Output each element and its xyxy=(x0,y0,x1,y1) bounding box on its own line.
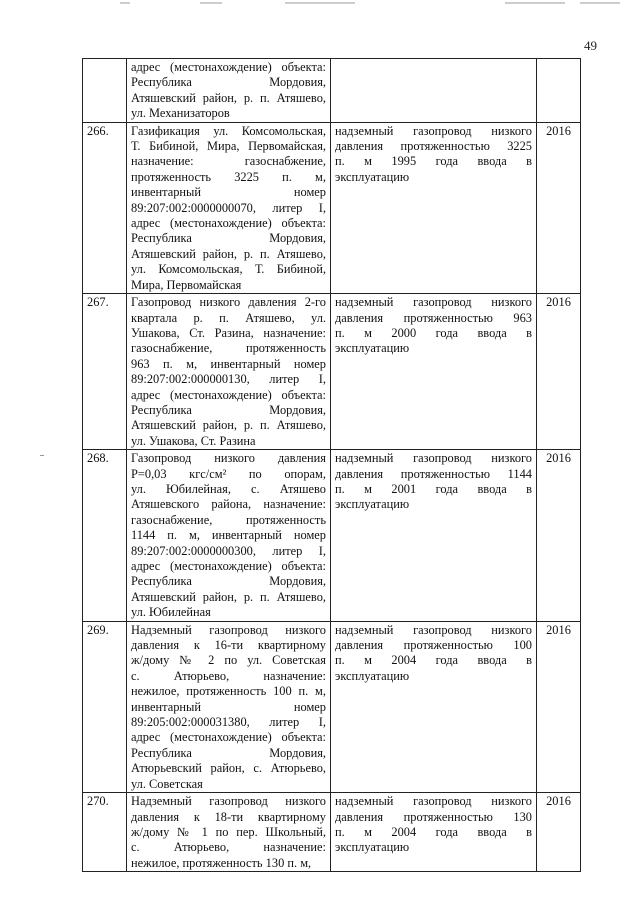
object-name-line: Республика Мордовия, xyxy=(131,745,326,760)
row-number: 266. xyxy=(83,122,127,293)
object-description-cell xyxy=(331,793,537,872)
object-name-line: с. Атюрьево, назначение: xyxy=(131,668,326,683)
object-name-line: ул. Механизаторов xyxy=(131,106,230,121)
object-name-line: адрес (местонахождение) объекта: xyxy=(131,216,326,231)
object-name-line: Надземный газопровод низкого xyxy=(131,622,326,637)
object-name-line: квартала р. п. Атяшево, ул. xyxy=(131,310,326,325)
object-description-line: п. м 2001 года ввода в xyxy=(335,481,532,496)
margin-mark xyxy=(40,455,44,456)
object-name-line: Республика Мордовия, xyxy=(131,402,326,417)
row-number: 269. xyxy=(83,621,127,792)
object-name-line: Атяшевский район, р. п. Атяшево, xyxy=(131,90,326,105)
table-row xyxy=(83,450,581,621)
object-name-line: Республика Мордовия, xyxy=(131,231,326,246)
year-cell: 2016 xyxy=(537,294,581,450)
object-name-line: 89:207:002:0000000070, литер I, xyxy=(131,200,326,215)
object-description-line: надземный газопровод низкого xyxy=(335,295,532,310)
object-name-line: Атяшевский район, р. п. Атяшево, xyxy=(131,246,326,261)
row-number: 268. xyxy=(83,450,127,621)
object-name-line: Атюрьевский район, с. Атюрьево, xyxy=(131,761,326,776)
object-name-line: Ушакова, Ст. Разина, назначение: xyxy=(131,325,326,340)
property-registry-table xyxy=(82,58,581,872)
object-name-line: ул. Юбилейная xyxy=(131,605,211,620)
object-name-line: 89:207:002:000000130, литер I, xyxy=(131,372,326,387)
object-description-cell xyxy=(331,450,537,621)
object-description-line: давления протяженностью 3225 xyxy=(335,139,532,154)
object-name-cell xyxy=(127,294,331,450)
object-description-line: эксплуатацию xyxy=(335,341,410,356)
object-name-line: 963 п. м, инвентарный номер xyxy=(131,356,326,371)
object-name-line: Атяшевского района, назначение: xyxy=(131,497,326,512)
object-name-line: ул. Комсомольская, Т. Бибиной, xyxy=(131,262,326,277)
table-row xyxy=(83,122,581,293)
object-description-line: надземный газопровод низкого xyxy=(335,794,532,809)
object-name-cell xyxy=(127,59,331,123)
object-description-line: п. м 2004 года ввода в xyxy=(335,824,532,839)
object-name-cell xyxy=(127,450,331,621)
object-name-line: Газопровод низкого давления 2-го xyxy=(131,295,326,310)
object-name-line: газоснабжение, протяженность xyxy=(131,341,326,356)
object-description-line: давления протяженностью 130 xyxy=(335,809,532,824)
object-name-line: назначение: газоснабжение, xyxy=(131,154,326,169)
table-row xyxy=(83,59,581,123)
object-description-line: эксплуатацию xyxy=(335,668,410,683)
row-number: 270. xyxy=(83,793,127,872)
year-cell: 2016 xyxy=(537,122,581,293)
object-name-line: газоснабжение, протяженность xyxy=(131,512,326,527)
object-name-line: протяженность 3225 п. м, xyxy=(131,169,326,184)
object-name-cell xyxy=(127,122,331,293)
object-name-line: адрес (местонахождение) объекта: xyxy=(131,60,326,74)
object-name-line: Т. Бибиной, Мира, Первомайская, xyxy=(131,139,326,154)
object-name-line: нежилое, протяженность 100 п. м, xyxy=(131,684,326,699)
object-name-line: инвентарный номер xyxy=(131,699,326,714)
object-name-line: 89:205:002:000031380, литер I, xyxy=(131,715,326,730)
object-name-line: с. Атюрьево, назначение: xyxy=(131,840,326,855)
object-name-line: ж/дому № 1 по пер. Школьный, xyxy=(131,824,326,839)
object-name-line: Атяшевский район, р. п. Атяшево, xyxy=(131,418,326,433)
object-name-line: Р=0,03 кгс/см² по опорам, xyxy=(131,466,326,481)
object-name-cell xyxy=(127,793,331,872)
object-description-line: эксплуатацию xyxy=(335,497,410,512)
object-name-line: Республика Мордовия, xyxy=(131,574,326,589)
object-description-line: эксплуатацию xyxy=(335,169,410,184)
object-name-line: адрес (местонахождение) объекта: xyxy=(131,387,326,402)
year-cell: 2016 xyxy=(537,450,581,621)
page-number: 49 xyxy=(584,38,597,53)
scan-artifacts xyxy=(0,2,640,10)
object-name-cell xyxy=(127,621,331,792)
object-description-line: давления протяженностью 963 xyxy=(335,310,532,325)
object-description-line: п. м 1995 года ввода в xyxy=(335,154,532,169)
row-number: 267. xyxy=(83,294,127,450)
table-row xyxy=(83,294,581,450)
object-name-line: Газификация ул. Комсомольская, xyxy=(131,123,326,138)
object-description-line: надземный газопровод низкого xyxy=(335,622,532,637)
object-name-line: ул. Ушакова, Ст. Разина xyxy=(131,433,256,448)
row-number xyxy=(83,59,127,123)
object-description-line: давления протяженностью 100 xyxy=(335,638,532,653)
object-description-line: п. м 2004 года ввода в xyxy=(335,653,532,668)
object-name-line: Атяшевский район, р. п. Атяшево, xyxy=(131,589,326,604)
object-name-line: 89:207:002:0000000300, литер I, xyxy=(131,543,326,558)
object-name-line: адрес (местонахождение) объекта: xyxy=(131,559,326,573)
object-name-line: ж/дому № 2 по ул. Советская xyxy=(131,653,326,668)
object-name-line: давления к 16-ти квартирному xyxy=(131,638,326,653)
table-row xyxy=(83,621,581,792)
object-description-cell xyxy=(331,122,537,293)
object-name-line: нежилое, протяженность 130 п. м, xyxy=(131,855,312,870)
object-description-line: п. м 2000 года ввода в xyxy=(335,325,532,340)
year-cell: 2016 xyxy=(537,793,581,872)
object-description-line: давления протяженностью 1144 xyxy=(335,466,532,481)
object-name-line: ул. Юбилейная, с. Атяшево xyxy=(131,481,326,496)
object-name-line: давления к 18-ти квартирному xyxy=(131,809,326,824)
object-name-line: адрес (местонахождение) объекта: xyxy=(131,730,326,745)
object-name-line: Мира, Первомайская xyxy=(131,277,242,292)
object-description-line: надземный газопровод низкого xyxy=(335,123,532,138)
object-description-cell xyxy=(331,59,537,123)
object-name-line: 1144 п. м, инвентарный номер xyxy=(131,528,326,543)
year-cell xyxy=(537,59,581,123)
year-cell: 2016 xyxy=(537,621,581,792)
object-description-cell xyxy=(331,294,537,450)
object-name-line: инвентарный номер xyxy=(131,185,326,200)
object-description-cell xyxy=(331,621,537,792)
object-name-line: Газопровод низкого давления xyxy=(131,451,326,466)
table-row xyxy=(83,793,581,872)
object-description-line: надземный газопровод низкого xyxy=(335,451,532,466)
object-name-line: ул. Советская xyxy=(131,776,203,791)
object-description-line: эксплуатацию xyxy=(335,840,410,855)
object-name-line: Надземный газопровод низкого xyxy=(131,794,326,809)
object-name-line: Республика Мордовия, xyxy=(131,75,326,90)
